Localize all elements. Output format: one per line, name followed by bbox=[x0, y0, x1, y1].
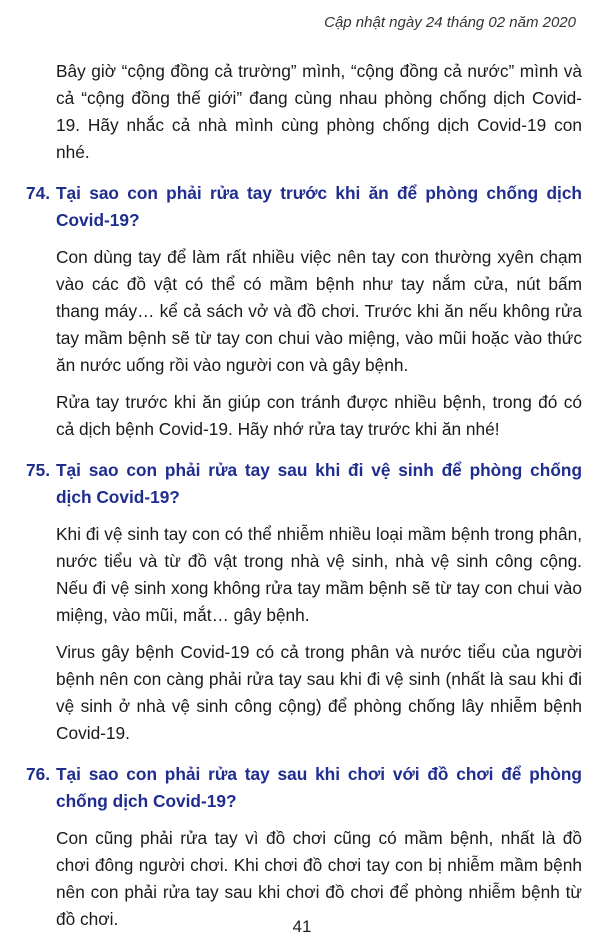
question-number: 75. bbox=[26, 460, 51, 480]
question-title: Tại sao con phải rửa tay sau khi đi vệ sinh để phòng chống dịch Covid-19? bbox=[56, 460, 582, 507]
page-number: 41 bbox=[292, 917, 312, 936]
answer-paragraph: Virus gây bệnh Covid-19 có cả trong phân và nước tiểu của người bệnh nên con càng phải rửa tay sau khi đi vệ sinh (nhất là sau khi đi vệ sinh ở nhà vệ sinh công cộng) để phòng chống lây nhiễm bệnh Covid-19. bbox=[56, 642, 582, 743]
answer-paragraph: Rửa tay trước khi ăn giúp con tránh được nhiều bệnh, trong đó có cả dịch bệnh Covid-19. Hãy nhớ rửa tay trước khi ăn nhé! bbox=[56, 392, 582, 439]
question-number: 76. bbox=[26, 764, 51, 784]
content-area bbox=[26, 58, 582, 943]
question-number: 74. bbox=[26, 183, 51, 203]
question-75-heading bbox=[26, 457, 582, 511]
answer-paragraph: Con cũng phải rửa tay vì đồ chơi cũng có mầm bệnh, nhất là đồ chơi đông người chơi. Khi chơi đồ chơi tay con bị nhiễm mầm bệnh nên con phải rửa tay sau khi chơi đồ chơi để phòng nhiễm bệnh từ đồ chơi. bbox=[56, 828, 582, 929]
update-date: Cập nhật ngày 24 tháng 02 năm 2020 bbox=[324, 14, 576, 31]
question-title: Tại sao con phải rửa tay sau khi chơi với đồ chơi để phòng chống dịch Covid-19? bbox=[56, 764, 582, 811]
intro-paragraph: Bây giờ “cộng đồng cả trường” mình, “cộng đồng cả nước” mình và cả “cộng đồng thế giới” đang cùng nhau phòng chống dịch Covid-19. Hãy nhắc cả nhà mình cùng phòng chống dịch Covid-19 con nhé. bbox=[56, 61, 582, 162]
question-title: Tại sao con phải rửa tay trước khi ăn để phòng chống dịch Covid-19? bbox=[56, 183, 582, 230]
question-74-heading bbox=[26, 180, 582, 234]
answer-paragraph: Con dùng tay để làm rất nhiều việc nên tay con thường xyên chạm vào các đồ vật có thể có mầm bệnh như tay nắm cửa, nút bấm thang máy… kể cả sách vở và đồ chơi. Trước khi ăn nếu không rửa tay mầm bệnh sẽ từ tay con chui vào miệng, vào mũi hoặc vào thức ăn nước uống rồi vào người con và gây bệnh. bbox=[56, 247, 582, 375]
question-76-heading bbox=[26, 761, 582, 815]
answer-paragraph: Khi đi vệ sinh tay con có thể nhiễm nhiều loại mầm bệnh trong phân, nước tiểu và từ đồ vật trong nhà vệ sinh, nhà vệ sinh công cộng. Nếu đi vệ sinh xong không rửa tay mầm bệnh sẽ từ tay con chui vào miệng, vào mũi, mắt… gây bệnh. bbox=[56, 524, 582, 625]
